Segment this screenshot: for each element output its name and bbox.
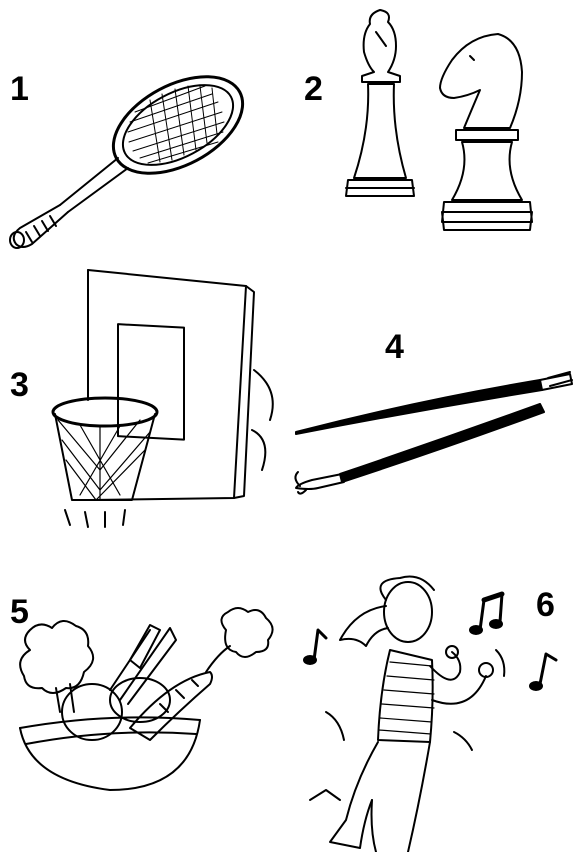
label-number-6: 6 — [536, 586, 555, 624]
vegetable-bowl-icon — [20, 608, 273, 790]
label-number-2: 2 — [304, 70, 323, 108]
dancing-woman-icon — [304, 577, 556, 852]
label-number-5: 5 — [10, 593, 29, 631]
chess-pieces-icon — [346, 10, 532, 230]
basketball-hoop-icon — [53, 270, 273, 527]
label-number-1: 1 — [10, 70, 29, 108]
paintbrushes-icon — [295, 372, 572, 494]
tennis-racket-icon — [10, 57, 259, 248]
label-number-4: 4 — [385, 328, 404, 366]
label-number-3: 3 — [10, 366, 29, 404]
